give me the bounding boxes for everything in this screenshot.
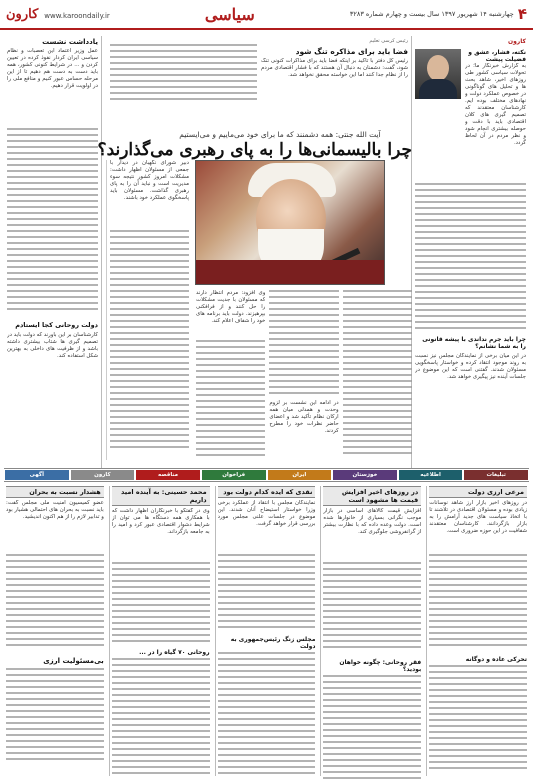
ad-item[interactable]: تبلیغات: [464, 470, 528, 480]
left-column-body2: کارشناسان بر این باورند که دولت باید در تصمیم گیری ها شتاب بیشتری داشته باشد و از ظرفیت های داخلی به بهترین شکل استفاده کند.: [7, 332, 98, 359]
bottom-col3-body: نمایندگان مجلس با انتقاد از عملکرد برخی وزرا خواستار استیضاح آنان شدند. این موضوع در جلسات علنی مجلس مورد بررسی قرار خواهد گرفت.: [217, 500, 316, 527]
bottom-col4-sub: روحانی ۷۰ گیاه را در ...: [139, 649, 210, 656]
main-headline: چرا بالیسمانی‌ها را به پای رهبری می‌گذارند؟: [97, 140, 412, 160]
logo: کارون: [6, 6, 39, 22]
ad-item[interactable]: خوزستان: [333, 470, 397, 480]
ad-item[interactable]: آگهی: [5, 470, 69, 480]
ad-item[interactable]: فراخوان: [202, 470, 266, 480]
center-body-a: دبیر شورای نگهبان در دیدار با جمعی از مسئولان اظهار داشت: مشکلات امروز کشور نتیجه سوء مدیریت است و نباید آن را به پای رهبری گذاشت. مسئولان باید پاسخگوی عملکرد خود باشند.: [110, 160, 189, 201]
center-lead: [106, 36, 412, 130]
bottom-col5-head: هشدار نسبت به بحران: [6, 486, 104, 498]
bottom-col-3: [215, 486, 318, 776]
ad-item[interactable]: اطلاعیه: [399, 470, 463, 480]
center-body-b: وی افزود: مردم انتظار دارند که مسئولان با جدیت مشکلات را حل کنند و از فرافکنی بپرهیزند. دولت باید برنامه های خود را شفاف اعلام کند.: [196, 290, 266, 324]
center-subhead: فضا باید برای مذاکره تنگ شود: [295, 47, 408, 56]
center-body-cols: [196, 290, 412, 462]
bottom-col-1: [426, 486, 529, 776]
section-title: سیاسی: [204, 4, 255, 24]
ad-item[interactable]: کارون: [71, 470, 135, 480]
column-label: کارون: [507, 38, 526, 45]
bottom-col1-sub: تحرکی عاده و دوگانه: [465, 656, 527, 663]
bottom-col1-head: مرعی ارزی دولت: [429, 486, 527, 498]
right-subhead: چرا باید جرم نداندی با پیشه قانونی را به شما نشانم؟: [422, 336, 526, 350]
bottom-col-4: [109, 486, 212, 776]
right-column-body2: در این میان برخی از نمایندگان مجلس نیز نسبت به روند موجود انتقاد کرده و خواستار پاسخگویی مسئولان شدند. گفتنی است که این موضوع در جلسات آینده نیز پیگیری خواهد شد.: [415, 353, 526, 380]
ad-item[interactable]: ایران: [268, 470, 332, 480]
logo-url[interactable]: www.karoondaily.ir: [44, 11, 110, 20]
bottom-col-5: [4, 486, 106, 776]
left-subhead: دولت روحانی کجا ایستادم: [15, 321, 98, 329]
page-number: ۴: [517, 5, 527, 23]
bottom-col5-body: عضو کمیسیون امنیت ملی مجلس گفت: باید نسبت به بحران های احتمالی هشیار بود و تدابیر لازم را از هم اکنون اندیشید.: [6, 500, 104, 520]
masthead-logo: [6, 7, 110, 22]
ad-strip[interactable]: [4, 468, 529, 482]
bottom-col4-head: محمد حسینی: به آینده امید داریم: [112, 486, 210, 506]
ad-item[interactable]: مناقصه: [136, 470, 200, 480]
lead-photo: [195, 160, 385, 285]
center-kicker-small: رئیس کرسی تعلیم: [369, 38, 408, 44]
dateline: چهارشنبه ۱۴ شهریور ۱۳۹۷ سال بیست و چهارم شماره ۳۲۸۳: [349, 10, 514, 18]
page-header: [0, 0, 533, 30]
headline-kicker: آیت الله جنتی: همه دشمنند که ما برای خود می‌ماییم و می‌ایستیم: [179, 130, 381, 139]
bottom-col2-sub: فقر روحانی: چگونه خواهان بودید؟: [339, 659, 422, 673]
center-intro: رئیس کل دفتر با تأکید بر اینکه فضا باید برای مذاکرات کنونی تنگ شود، گفت: دشمنان به دنبال آن هستند که با فشار اقتصادی مردم را از نظام جدا کنند اما این خواسته محقق نخواهد شد.: [261, 58, 408, 78]
bottom-col-2: [320, 486, 423, 776]
bottom-section: [4, 486, 529, 776]
center-text-under-photo: [106, 160, 192, 460]
left-column: [4, 36, 102, 468]
bottom-col3-head: نقدی که ایده کدام دولت بود: [218, 486, 316, 498]
bottom-col4-body: وی در گفتگو با خبرنگاران اظهار داشت که با همکاری همه دستگاه ها می توان از شرایط دشوار اقتصادی عبور کرد و امید را به جامعه بازگرداند.: [111, 508, 210, 535]
center-body-c: در ادامه این نشست بر لزوم وحدت و همدلی میان همه ارکان نظام تأکید شد و اعضای حاضر نظرات خود را مطرح کردند.: [269, 400, 339, 434]
bottom-col2-head: در روزهای اخیر افزایش قیمت ها مشهود است: [323, 486, 421, 506]
right-column: [411, 36, 529, 468]
bottom-col1-body: در روزهای اخیر بازار ارز شاهد نوسانات زیادی بوده و مسئولان اقتصادی در تلاشند تا با اتخاذ سیاست های جدید آرامش را به بازار بازگردانند. کارشناسان معتقدند شفافیت در این حوزه ضروری است.: [429, 500, 527, 534]
author-photo: [415, 49, 461, 99]
bottom-col2-body: افزایش قیمت کالاهای اساسی در بازار موجب نگرانی بسیاری از خانوارها شده است. دولت وعده داده که با نظارت بیشتر از گرانفروشی جلوگیری کند.: [323, 508, 422, 535]
bottom-col3-sub: مجلس زنگ رئیس‌جمهوری به دولت: [230, 636, 316, 650]
center-body-right: [388, 160, 414, 290]
left-column-head: یادداشت نشست: [42, 38, 98, 46]
right-column-body: به گزارش خبرنگار ما؛ در تحولات سیاسی کشور طی روزهای اخیر، شاهد بحث ها و تحلیل های گوناگونی در خصوص عملکرد دولت و نهادهای مختلف بوده ایم. کارشناسان معتقدند که تصمیم گیری های کلان اقتصادی باید با دقت و حوصله بیشتری انجام شود و نظر مردم در آن لحاظ گردد.: [465, 63, 526, 146]
bottom-col5-sub: بی‌مسئولیت ارزی: [43, 657, 104, 665]
left-column-body: عمل وزیر اعتماد این تعصبات و نظام سیاسی ایران کردار نفوذ کرده در تعیین کردن و ... در شرایط کنونی کشور، همه باید دست به دست هم دهیم تا از این مرحله حساس عبور کنیم و منافع ملی را در اولویت قرار دهیم.: [7, 48, 98, 89]
author-headline: نکته، فشار، عشق و فضیلت پیشت: [468, 49, 526, 63]
